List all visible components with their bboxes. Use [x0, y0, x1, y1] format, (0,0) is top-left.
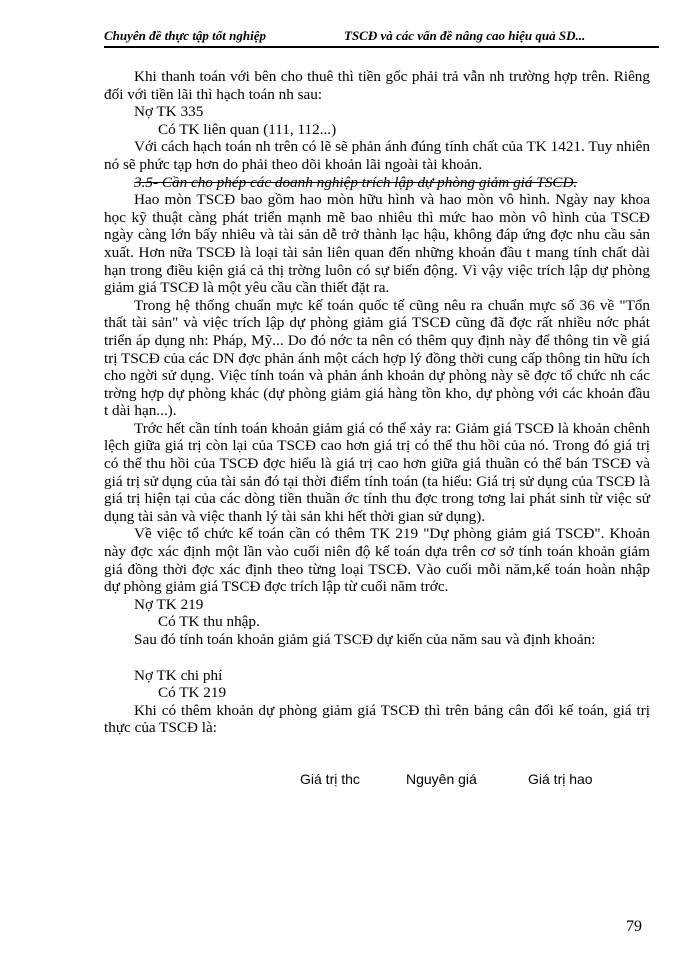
- entry-2-credit: Có TK thu nhập.: [158, 613, 260, 631]
- paragraph-7: Sau đó tính toán khoản giảm giá TSCĐ dự kiến của năm sau và định khoản:: [134, 631, 596, 648]
- page-header: [104, 14, 664, 44]
- entry-3-debit: Nợ TK chi phí: [134, 666, 223, 684]
- paragraph-5: Trớc hết cần tính toán khoản giảm giá có thể xảy ra: Giảm giá TSCĐ là khoản chênh lệch giữa giá trị còn lại của TSCĐ cao hơn giá trị có thể thu hồi của nó. Trong đó giá trị có thể thu hồi của TSCĐ đợc hiểu là giá trị cao hơn giữa giá thuần có thể bán TSCĐ và giá trị sử dụng của tài sản đó tại thời điểm tính toán (ta hiểu: Giá trị sử dụng của TSCĐ là giá trị hiện tại của các dòng tiền thuần ớc tính thu đợc trong tơng lai phát sinh từ việc sử dụng tài sản và việc thanh lý tài sản khi hết thời gian sử dụng).: [104, 419, 650, 525]
- page-body: [104, 68, 650, 795]
- paragraph-4: Trong hệ thống chuẩn mực kế toán quốc tế cũng nêu ra chuẩn mực số 36 về "Tổn thất tài sản" và việc trích lập dự phòng giảm giá TSCĐ cũng đã đợc rất nhiều nớc phát triển áp dụng nh: Pháp, Mỹ... Do đó nớc ta nên có thêm quy định này để thông tin về giá trị TSCĐ của các DN đợc phản ánh một cách hợp lý đồng thời cung cấp thông tin hữu ích cho ngời sử dụng. Việc tính toán và phản ánh khoản dự phòng này sẽ đợc tổ chức nh các trờng hợp dự phòng khác (dự phòng giảm giá hàng tồn kho, dự phòng với các khoản đầu t dài hạn...).: [104, 296, 650, 420]
- entry-2-debit: Nợ TK 219: [134, 595, 204, 613]
- entry-1-debit: Nợ TK 335: [134, 103, 204, 121]
- formula-term-2: Nguyên giá: [406, 770, 477, 787]
- blank-line: [104, 649, 650, 667]
- paragraph-6: Về việc tổ chức kế toán cần có thêm TK 219 "Dự phòng giảm giá TSCĐ". Khoản này đợc xác định một lần vào cuối niên độ kế toán dựa trên cơ sở tính toán khoản giảm giá đồng thời đợc xác định theo từng loại TSCĐ. Vào cuối mỗi năm,kế toán hoàn nhập dự phòng giảm giá TSCĐ đợc trích lập từ cuối năm trớc.: [104, 525, 650, 596]
- paragraph-8: Khi có thêm khoản dự phòng giảm giá TSCĐ thì trên bảng cân đối kế toán, giá trị thực của TSCĐ là:: [104, 701, 650, 737]
- paragraph-2: Với cách hạch toán nh trên có lẽ sẽ phản ánh đúng tính chất của TK 1421. Tuy nhiên nó sẽ phức tạp hơn do phải theo dõi khoản lãi ngoài tài khoản.: [104, 138, 650, 173]
- formula-line: [104, 771, 650, 795]
- formula-term-1: Giá trị thc: [300, 770, 360, 787]
- header-right-title: TSCĐ và các vấn đề nâng cao hiệu quả SD...: [344, 28, 586, 43]
- paragraph-3: Hao mòn TSCĐ bao gồm hao mòn hữu hình và hao mòn vô hình. Ngày nay khoa học kỹ thuật càng phát triển mạnh mẽ bao nhiêu thì mức hao mòn vô hình của TSCĐ ngày càng lớn bấy nhiêu và tài sản dễ trở thành lạc hậu, không đáp ứng đợc nhu cầu sản xuất. Hơn nữa TSCĐ là loại tài sản liên quan đến những khoản đầu t mang tính chất dài hạn trong điều kiện giá cả thị trờng luôn có sự biến động. Vì vậy việc trích lập dự phòng giảm giá TSCĐ là một yêu cầu cần thiết đặt ra.: [104, 191, 650, 297]
- entry-1-credit: Có TK liên quan (111, 112...): [158, 120, 337, 138]
- header-left-title: Chuyên đề thực tập tốt nghiệp: [104, 28, 266, 43]
- section-heading: 3.5- Cần cho phép các doanh nghiệp trích lập dự phòng giảm giá TSCĐ.: [134, 173, 578, 191]
- paragraph-1: Khi thanh toán với bên cho thuê thì tiền gốc phải trả vẫn nh trường hợp trên. Riêng đối với tiền lãi thì hạch toán nh sau:: [104, 68, 650, 103]
- header-rule: [104, 46, 659, 48]
- page-number: 79: [626, 918, 642, 935]
- formula-term-3: Giá trị hao: [528, 770, 593, 787]
- entry-3-credit: Có TK 219: [158, 684, 227, 702]
